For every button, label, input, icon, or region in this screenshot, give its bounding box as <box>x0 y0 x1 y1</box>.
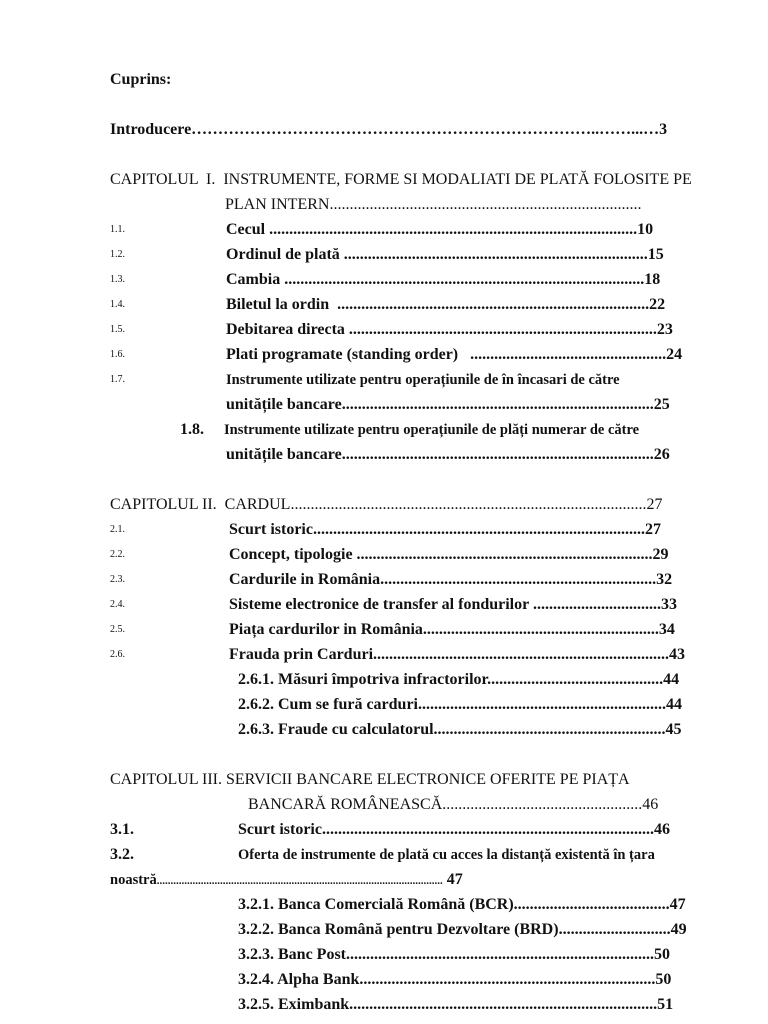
item-number: 1.6. <box>110 349 125 360</box>
cont-page: 47 <box>442 871 463 888</box>
toc-subitem: 3.2.4. Alpha Bank..........................................................................50 <box>238 971 672 988</box>
toc-item: Scurt istoric...................................................................................27 <box>229 521 661 538</box>
chapter-1-title-cont: PLAN INTERN.............................................................................. <box>225 196 642 213</box>
item-number: 3.1. <box>110 821 134 838</box>
toc-item-cont: unitățile bancare..............................................................................26 <box>226 446 670 463</box>
toc-intro: Introducere…………………………………………………………………..……...…3 <box>110 121 668 138</box>
item-number: 2.4. <box>110 599 125 610</box>
toc-item: Ordinul de plată ............................................................................15 <box>226 246 664 263</box>
item-number: 1.1. <box>110 224 125 235</box>
toc-subitem: 3.2.2. Banca Română pentru Dezvoltare (BRD)............................49 <box>238 921 687 938</box>
cont-word: noastră <box>110 872 157 888</box>
toc-item: Cambia ..........................................................................................18 <box>226 271 661 288</box>
toc-item: Cecul ............................................................................................10 <box>226 221 654 238</box>
toc-subitem: 2.6.1. Măsuri împotriva infractorilor............................................44 <box>238 671 680 688</box>
toc-item-cont: unitățile bancare..............................................................................25 <box>226 396 670 413</box>
toc-item: Debitarea directa .............................................................................23 <box>226 321 673 338</box>
item-number: 1.2. <box>110 249 125 260</box>
chapter-3-title-cont: BANCARĂ ROMÂNEASCĂ..................................................46 <box>248 796 659 813</box>
item-number: 2.6. <box>110 649 125 660</box>
toc-subitem: 2.6.3. Fraude cu calculatorul..........................................................45 <box>238 721 682 738</box>
item-number: 1.7. <box>110 374 125 385</box>
toc-item: Plati programate (standing order) .................................................24 <box>226 346 683 363</box>
item-number: 2.3. <box>110 574 125 585</box>
toc-subitem: 3.2.1. Banca Comercială Română (BCR).......................................47 <box>238 896 686 913</box>
toc-subitem: 3.2.5. Eximbank.............................................................................51 <box>238 996 674 1013</box>
toc-item: Instrumente utilizate pentru operațiunile de plăți numerar de către <box>224 422 640 438</box>
toc-item: Frauda prin Carduri..........................................................................43 <box>229 646 686 663</box>
item-number: 1.5. <box>110 324 125 335</box>
item-number: 1.4. <box>110 299 125 310</box>
item-number: 2.5. <box>110 624 125 635</box>
toc-subitem: 3.2.3. Banc Post.............................................................................50 <box>238 946 670 963</box>
toc-item: Scurt istoric...................................................................................46 <box>238 821 670 838</box>
toc-item: Sisteme electronice de transfer al fondurilor ................................33 <box>229 596 677 613</box>
toc-item: Piața cardurilor in România...........................................................34 <box>229 621 675 638</box>
toc-subitem: 2.6.2. Cum se fură carduri..............................................................44 <box>238 696 682 713</box>
item-number: 2.2. <box>110 549 125 560</box>
toc-item: Concept, tipologie ..........................................................................29 <box>229 546 669 563</box>
cont-dots: ........................................................................................................ <box>156 875 443 887</box>
item-number: 3.2. <box>110 846 134 863</box>
toc-heading: Cuprins: <box>110 71 172 88</box>
toc-item-cont <box>110 870 600 891</box>
toc-item: Biletul la ordin ..............................................................................22 <box>226 296 666 313</box>
chapter-1-title: CAPITOLUL I. INSTRUMENTE, FORME SI MODALIATI DE PLATĂ FOLOSITE PE <box>110 171 692 188</box>
item-number: 1.3. <box>110 274 125 285</box>
chapter-2-title: CAPITOLUL II. CARDUL.........................................................................................27 <box>110 496 663 513</box>
toc-item: Oferta de instrumente de plată cu acces la distanță existentă în țara <box>238 847 655 863</box>
toc-item: Instrumente utilizate pentru operațiunile de în încasari de către <box>226 372 620 388</box>
item-number: 1.8. <box>180 421 204 438</box>
toc-item: Cardurile in România.....................................................................32 <box>229 571 673 588</box>
chapter-3-title: CAPITOLUL III. SERVICII BANCARE ELECTRONICE OFERITE PE PIAȚA <box>110 771 630 788</box>
item-number: 2.1. <box>110 524 125 535</box>
